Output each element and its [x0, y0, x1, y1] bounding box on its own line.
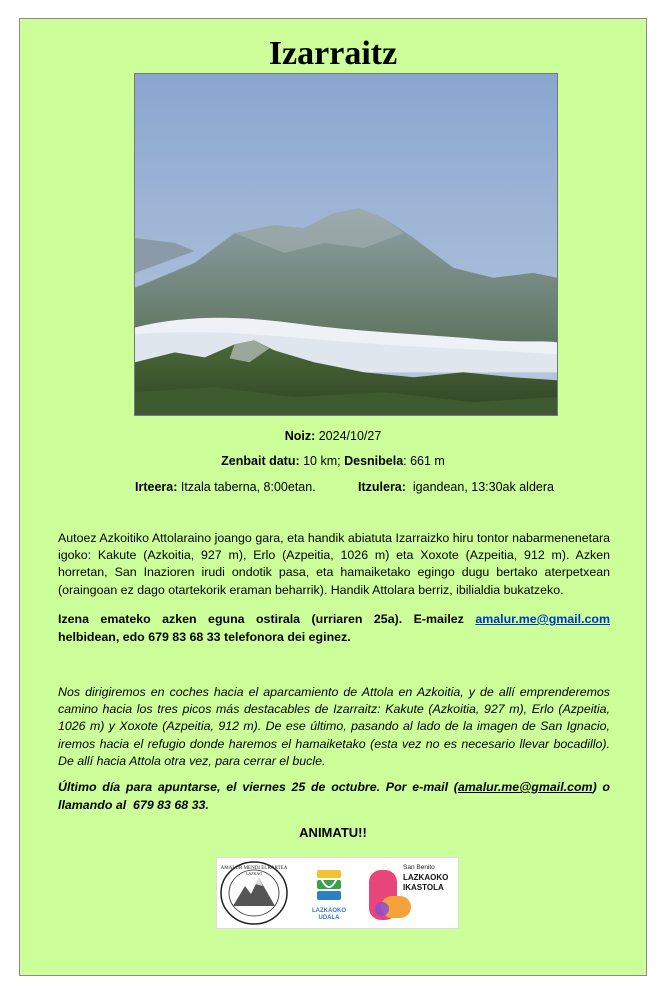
date-value: 2024/10/27	[315, 429, 382, 443]
ikastola-name	[403, 873, 448, 893]
spanish-email[interactable]: amalur.me@gmail.com	[457, 780, 593, 794]
email-link[interactable]: amalur.me@gmail.com	[475, 612, 610, 626]
ikastola-logo	[367, 862, 455, 926]
departure-label: Irteera:	[135, 480, 178, 494]
spanish-registration-phone: ) o llamando al 679 83 68 33.	[58, 780, 614, 812]
mendi-elkartea-logo	[219, 860, 289, 926]
date-line	[20, 429, 646, 443]
return-label: Itzulera:	[358, 480, 406, 494]
mendi-logo-sub: LAZKAO	[245, 871, 263, 876]
elevation-label: Desnibela	[344, 454, 404, 468]
return-value: igandean, 13:30ak aldera	[405, 480, 554, 494]
ikastola-top-text: San Benito	[403, 864, 435, 871]
basque-registration-phone: helbidean, edo 679 83 68 33 telefonora dei eginez.	[58, 629, 351, 644]
udala-logo-text	[305, 908, 353, 922]
return-line	[358, 480, 554, 494]
elevation-value: : 661 m	[403, 454, 445, 468]
udala-line1: LAZKAOKO	[312, 908, 346, 914]
details-line	[20, 454, 646, 468]
distance-value: 10 km;	[299, 454, 345, 468]
udala-line2: UDALA	[318, 915, 340, 921]
spanish-registration-text: Último día para apuntarse, el viernes 25 de octubre. Por e-mail (	[58, 780, 458, 794]
spanish-description: Nos dirigiremos en coches hacia el aparcamiento de Attola en Azkoitia, y de allí emprenderemos camino hacia los tres picos más destacables de Izarraitz: Kakute (Azkoitia, 927 m), Erlo (Azpeitia, 1026 m) y Xoxote (Azpeitia, 912 m). De ese último, pasando al lado de la imagen de San Ignacio, iremos hacia el refugio donde haremos el hamaiketako (esta vez no es necesario llevar bocadillo). De allí hacia Attola otra vez, para cerrar el bucle.	[58, 685, 610, 768]
ikastola-line1: LAZKAOKO	[403, 873, 449, 882]
basque-registration	[58, 611, 610, 646]
basque-description: Autoez Azkoitiko Attolaraino joango gara, eta handik abiatuta Izarraizko hiru tontor nabarmenenetara igoko: Kakute (Azkoitia, 927 m), Erlo (Azpeitia, 1026 m) eta Xoxote (Azpeitia, 912 m). Azken horretan, San Inazioren irudi ondotik pasa, eta hamaiketako egingo dugu bertako aterpetxean (oraingoan ez dago otartekorik eraman beharrik). Handik Attolara berriz, ibilialdia bukatzeko.	[58, 531, 610, 597]
ikastola-line2: IKASTOLA	[403, 883, 444, 892]
departure-value: Itzala taberna, 8:00etan.	[177, 480, 316, 494]
departure-line	[135, 480, 316, 494]
sponsor-logos	[216, 857, 459, 929]
mendi-logo-text: AMALUR MENDI ELKARTEA	[220, 866, 288, 871]
page-title: Izarraitz	[268, 35, 398, 72]
basque-registration-text: Izena emateko azken eguna ostirala (urriaren 25a). E-mailez	[58, 612, 476, 626]
details-label: Zenbait datu:	[221, 454, 300, 468]
closing-cheer: ANIMATU!!	[299, 825, 367, 840]
mountain-photo	[134, 73, 558, 416]
event-poster	[19, 18, 647, 976]
spanish-registration	[58, 779, 614, 815]
date-label: Noiz:	[284, 429, 316, 443]
